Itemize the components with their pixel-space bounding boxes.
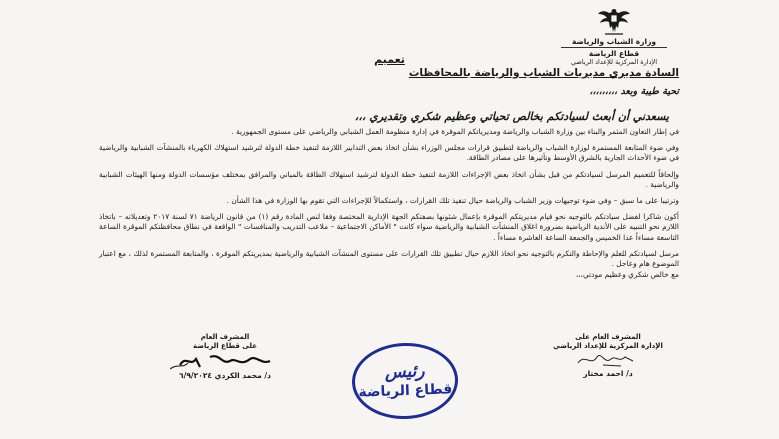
- opening-line: يسعدني أن أبعث لسيادتكم بخالص تحياتي وعظيم شكري وتقديري ،،،: [354, 110, 669, 123]
- signature-department: على قطاع الرياضة: [192, 342, 258, 350]
- paragraph: في إطار التعاون المثمر والبناء بين وزارة الشباب والرياضة ومديرياتكم الموقرة في إدارة منظومة العمل الشبابي والرياضي على مستوى الجمهورية .: [231, 127, 679, 136]
- department-name: الإدارة المركزية للإعداد الرياضي: [570, 58, 657, 66]
- stamp-title: رئيس: [384, 361, 425, 383]
- sector-name: قطاع الرياضة: [588, 49, 640, 58]
- signature-right: [533, 333, 683, 378]
- official-stamp: [351, 341, 460, 421]
- signature-left: [150, 333, 300, 380]
- greeting: تحية طيبة وبعد ،،،،،،،،،: [589, 86, 679, 97]
- paragraph: وترتيبا على ما سبق – وفي ضوء توجيهات وزير الشباب والرياضة حيال تنفيذ تلك القرارات ، واستكمالاً للإجراءات التي تقوم بها الوزارة في هذا الشأن .: [226, 196, 679, 206]
- letter-body: [99, 127, 679, 286]
- paragraph: أكون شاكرا لفضل سيادتكم بالتوجيه نحو قيام مديريتكم الموقرة بإعمال شئونها بصفتكم الجهة الإدارية المختصة وفقا لنص المادة رقم (١) من قانون الرياضة ٧١ لسنة ٢٠١٧ وتعديلاته – باتخاذ اللازم نحو التنبيه على الأندية الرياضية بضرورة اغلاق المنشآت الشبابية والرياضية سواء كانت " الأماكن الاجتماعية – ملاعب التدريب والمنافسات " الواقعة في نطاق محافظتكم الموقرة الساعة التاسعة مساءاً عدا الخميس والجمعة الساعة العاشرة مساءاً .: [99, 212, 679, 242]
- addressee: السادة مديري مديريات الشباب والرياضة بالمحافظات: [408, 67, 679, 79]
- signature-name: د/ احمد مختار: [583, 369, 633, 378]
- signature-title: المشرف العام على: [575, 333, 641, 341]
- signature-title: المشرف العام: [200, 333, 250, 341]
- eagle-emblem-icon: [597, 6, 631, 36]
- handwritten-signature: [170, 351, 280, 371]
- stamp-subtitle: قطاع الرياضة: [358, 381, 453, 401]
- paragraph: وإلحاقاً للتعميم المرسل لسيادتكم من قبل بشأن اتخاذ بعض الإجراءات اللازمة لتنفيذ خطة الدولة لترشيد استهلاك الطاقة بالمباني والمرافق بمختلف مؤسسات الدولة ومنها الهيئات الشبابية والرياضية .: [99, 169, 679, 189]
- signature-name: د/ محمد الكردي ٦/٩/٢٠٢٤: [179, 371, 271, 380]
- signature-department: الإدارة المركزية للإعداد الرياضي: [553, 342, 663, 350]
- circular-title: تعميم: [374, 53, 405, 66]
- paragraph: مرسل لسيادتكم للعلم والإحاطة والتكرم بالتوجيه نحو اتخاذ اللازم حيال تطبيق تلك القرارات على مستوى المنشآت الشبابية والرياضية بمديريتكم الموقرة ، والمتابعة المستمرة لذلك ، مع اعتبار الموضوع هام وعاجل .: [99, 248, 679, 269]
- header-divider: [561, 47, 667, 48]
- paragraph: مع خالص شكري وعظيم مودتي،،،: [575, 270, 679, 280]
- paragraph: وفي ضوء المتابعة المستمرة لوزارة الشباب والرياضة لتطبيق قرارات مجلس الوزراء بشأن اتخاذ بعض التدابير اللازمة لتنفيذ خطة الدولة لترشيد استهلاك الكهرباء بالمنشآت الشبابية والرياضية في ضوء الأحداث الجارية بالشرق الأوسط وتأثيرها على مصادر الطاقة.: [99, 143, 679, 163]
- handwritten-signature: [573, 351, 643, 369]
- ministry-name: وزارة الشباب والرياضة: [571, 37, 657, 46]
